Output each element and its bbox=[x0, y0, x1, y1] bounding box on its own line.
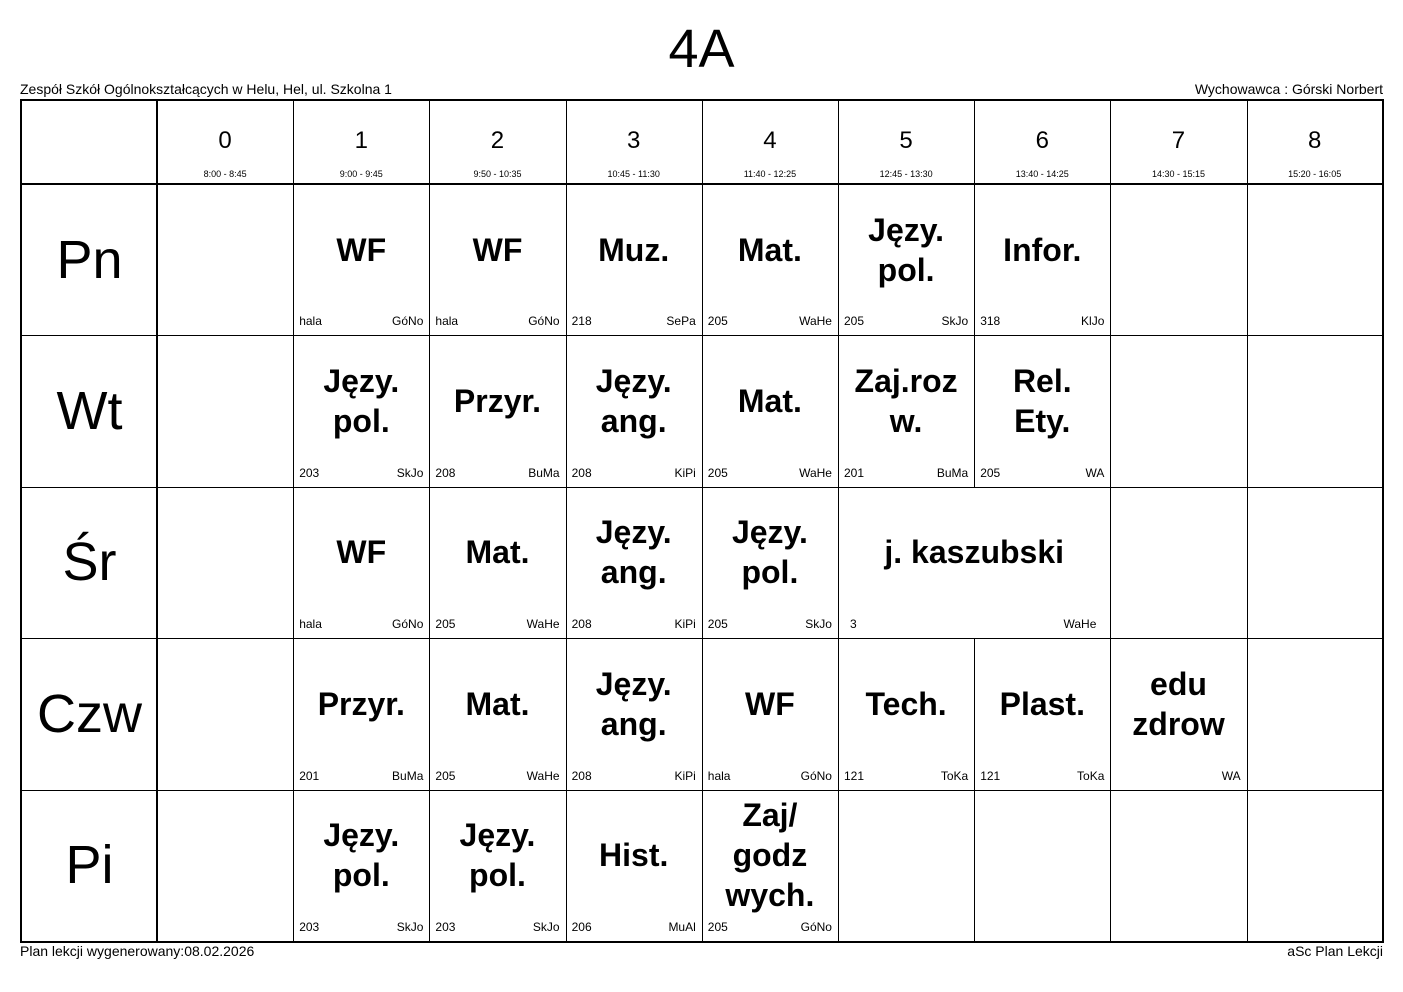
lesson-cell bbox=[293, 638, 429, 789]
lesson-room: 218 bbox=[571, 314, 592, 329]
grid-column-line bbox=[1110, 184, 1111, 335]
lesson-cell bbox=[429, 487, 565, 638]
lesson-teacher: WA bbox=[1221, 768, 1241, 783]
software-name: aSc Plan Lekcji bbox=[1287, 943, 1383, 959]
period-number: 5 bbox=[899, 127, 913, 154]
lesson-teacher: BuMa bbox=[392, 768, 424, 783]
lesson-subject: WF bbox=[336, 534, 387, 571]
lesson-room: 208 bbox=[571, 768, 592, 783]
lesson-teacher: SkJo bbox=[532, 919, 560, 934]
lesson-cell bbox=[702, 790, 838, 941]
grid-column-line bbox=[1110, 790, 1111, 941]
lesson-teacher: WaHe bbox=[799, 465, 832, 480]
generated-date: Plan lekcji wygenerowany:08.02.2026 bbox=[20, 943, 255, 959]
grid-column-line bbox=[156, 790, 158, 941]
lesson-room: 205 bbox=[435, 617, 456, 632]
lesson-room: 208 bbox=[571, 465, 592, 480]
form-tutor: Wychowawca : Górski Norbert bbox=[1194, 81, 1383, 97]
lesson-cell bbox=[838, 487, 1110, 638]
period-header bbox=[429, 101, 565, 184]
period-header bbox=[702, 101, 838, 184]
lesson-room: 205 bbox=[707, 465, 728, 480]
day-label: Pn bbox=[56, 229, 123, 290]
lesson-room: hala bbox=[435, 314, 459, 329]
lesson-cell bbox=[838, 184, 974, 335]
lesson-room: 205 bbox=[980, 465, 1001, 480]
lesson-cell bbox=[429, 184, 565, 335]
lesson-subject: Mat. bbox=[465, 685, 530, 722]
lesson-subject: j. kaszubski bbox=[884, 534, 1065, 571]
lesson-cell bbox=[702, 638, 838, 789]
lesson-teacher: BuMa bbox=[528, 465, 560, 480]
period-time: 11:40 - 12:25 bbox=[743, 169, 797, 179]
lesson-teacher: WA bbox=[1085, 465, 1105, 480]
lesson-cell bbox=[566, 487, 702, 638]
lesson-subject: Języ. pol. bbox=[731, 514, 808, 591]
lesson-teacher: KiPi bbox=[674, 617, 696, 632]
lesson-room: 121 bbox=[844, 768, 865, 783]
period-time: 13:40 - 14:25 bbox=[1015, 169, 1069, 179]
lesson-cell bbox=[566, 790, 702, 941]
grid-column-line bbox=[1110, 101, 1111, 184]
lesson-subject: Infor. bbox=[1003, 231, 1082, 268]
lesson-room: 203 bbox=[299, 919, 320, 934]
grid-column-line bbox=[429, 101, 430, 184]
lesson-subject: Hist. bbox=[599, 837, 669, 874]
grid-column-line bbox=[156, 335, 158, 486]
lesson-teacher: ToKa bbox=[940, 768, 969, 783]
lesson-subject: Mat. bbox=[737, 383, 802, 420]
period-number: 7 bbox=[1171, 127, 1186, 154]
lesson-room: 201 bbox=[844, 465, 865, 480]
lesson-room: 203 bbox=[435, 919, 456, 934]
lesson-subject: Języ. ang. bbox=[595, 514, 672, 591]
grid-column-line bbox=[156, 638, 158, 789]
lesson-subject: Języ. pol. bbox=[868, 211, 945, 288]
lesson-teacher: KiPi bbox=[674, 768, 696, 783]
lesson-cell bbox=[702, 335, 838, 486]
day-label: Czw bbox=[37, 683, 142, 744]
grid-column-line bbox=[974, 790, 975, 941]
lesson-teacher: SkJo bbox=[805, 617, 832, 632]
lesson-cell bbox=[974, 335, 1110, 486]
period-time: 15:20 - 16:05 bbox=[1288, 169, 1342, 179]
period-time: 14:30 - 15:15 bbox=[1151, 169, 1205, 179]
period-time: 8:00 - 8:45 bbox=[203, 169, 247, 179]
lesson-room: 203 bbox=[299, 465, 320, 480]
lesson-subject: Języ. pol. bbox=[323, 363, 400, 440]
period-number: 0 bbox=[218, 127, 232, 154]
grid-column-line bbox=[838, 101, 839, 184]
lesson-room: 205 bbox=[435, 768, 456, 783]
lesson-cell bbox=[974, 638, 1110, 789]
lesson-room: 121 bbox=[980, 768, 1001, 783]
lesson-room: hala bbox=[299, 314, 322, 329]
lesson-subject: Przyr. bbox=[453, 383, 542, 420]
lesson-teacher: GóNo bbox=[800, 919, 832, 934]
period-time: 12:45 - 13:30 bbox=[879, 169, 933, 179]
lesson-teacher: GóNo bbox=[800, 768, 832, 783]
lesson-cell bbox=[566, 638, 702, 789]
lesson-subject: Języ. pol. bbox=[459, 817, 536, 894]
lesson-room: 206 bbox=[571, 919, 592, 934]
lesson-subject: edu zdrow bbox=[1132, 665, 1225, 742]
period-header bbox=[838, 101, 974, 184]
lesson-teacher: SkJo bbox=[941, 314, 969, 329]
lesson-room: 208 bbox=[435, 465, 456, 480]
lesson-cell bbox=[838, 638, 974, 789]
lesson-teacher: GóNo bbox=[392, 617, 424, 632]
period-number: 4 bbox=[763, 127, 777, 154]
period-number: 8 bbox=[1308, 127, 1322, 154]
lesson-room: 205 bbox=[707, 617, 728, 632]
period-time: 9:50 - 10:35 bbox=[473, 169, 522, 179]
grid-column-line bbox=[1247, 335, 1248, 486]
lesson-cell bbox=[293, 790, 429, 941]
lesson-subject: WF bbox=[336, 231, 387, 268]
lesson-teacher: KiPi bbox=[674, 465, 696, 480]
lesson-teacher: WaHe bbox=[799, 314, 832, 329]
lesson-cell bbox=[702, 487, 838, 638]
period-number: 3 bbox=[627, 127, 641, 154]
lesson-teacher: GóNo bbox=[392, 314, 424, 329]
lesson-room: 205 bbox=[844, 314, 865, 329]
grid-column-line bbox=[1247, 790, 1248, 941]
lesson-subject: Tech. bbox=[865, 685, 947, 722]
lesson-subject: Języ. ang. bbox=[595, 363, 672, 440]
school-name: Zespół Szkół Ogólnokształcących w Helu, Hel, ul. Szkolna 1 bbox=[20, 81, 392, 97]
period-header bbox=[974, 101, 1110, 184]
day-label: Śr bbox=[62, 532, 117, 593]
grid-column-line bbox=[156, 184, 158, 335]
lesson-cell bbox=[566, 184, 702, 335]
grid-column-line bbox=[566, 101, 567, 184]
period-header bbox=[157, 101, 293, 184]
lesson-cell bbox=[974, 184, 1110, 335]
lesson-cell bbox=[566, 335, 702, 486]
period-header bbox=[1247, 101, 1383, 184]
day-label: Wt bbox=[56, 381, 123, 442]
lesson-subject: Rel. Ety. bbox=[1012, 363, 1072, 440]
lesson-subject: Języ. pol. bbox=[323, 817, 400, 894]
lesson-teacher: WaHe bbox=[526, 768, 560, 783]
lesson-subject: Zaj.roz w. bbox=[854, 363, 958, 440]
lesson-subject: WF bbox=[472, 231, 523, 268]
lesson-subject: Plast. bbox=[999, 685, 1085, 722]
lesson-teacher: ToKa bbox=[1077, 768, 1105, 783]
grid-column-line bbox=[1247, 487, 1248, 638]
lesson-room: 3 bbox=[850, 617, 857, 632]
grid-column-line bbox=[156, 487, 158, 638]
grid-column-line bbox=[156, 101, 158, 184]
lesson-room: 205 bbox=[707, 919, 728, 934]
class-title: 4A bbox=[668, 19, 735, 79]
period-number: 6 bbox=[1035, 127, 1049, 154]
lesson-teacher: MuAl bbox=[668, 919, 696, 934]
lesson-cell bbox=[429, 335, 565, 486]
lesson-room: 201 bbox=[299, 768, 320, 783]
lesson-teacher: KlJo bbox=[1081, 314, 1105, 329]
lesson-cell bbox=[293, 184, 429, 335]
period-header bbox=[1110, 101, 1246, 184]
lesson-teacher: SkJo bbox=[396, 465, 424, 480]
lesson-cell bbox=[293, 335, 429, 486]
period-time: 10:45 - 11:30 bbox=[607, 169, 660, 179]
grid-column-line bbox=[1247, 184, 1248, 335]
period-number: 2 bbox=[490, 127, 505, 154]
lesson-teacher: BuMa bbox=[936, 465, 969, 480]
lesson-cell bbox=[838, 335, 974, 486]
lesson-cell bbox=[702, 184, 838, 335]
grid-column-line bbox=[974, 101, 975, 184]
grid-column-line bbox=[838, 790, 839, 941]
grid-column-line bbox=[1110, 335, 1111, 486]
lesson-teacher: SkJo bbox=[396, 919, 424, 934]
lesson-subject: Mat. bbox=[737, 231, 802, 268]
lesson-cell bbox=[429, 638, 565, 789]
period-header bbox=[566, 101, 702, 184]
grid-column-line bbox=[1110, 487, 1111, 638]
lesson-teacher: SePa bbox=[666, 314, 696, 329]
grid-column-line bbox=[293, 101, 294, 184]
lesson-room: 318 bbox=[980, 314, 1001, 329]
lesson-teacher: GóNo bbox=[528, 314, 560, 329]
lesson-room: hala bbox=[707, 768, 731, 783]
lesson-subject: WF bbox=[745, 685, 795, 722]
lesson-room: 205 bbox=[707, 314, 728, 329]
lesson-cell bbox=[293, 487, 429, 638]
lesson-room: hala bbox=[299, 617, 322, 632]
lesson-subject: Mat. bbox=[465, 534, 530, 571]
period-time: 9:00 - 9:45 bbox=[339, 169, 383, 179]
lesson-subject: Przyr. bbox=[317, 685, 405, 722]
lesson-cell bbox=[1110, 638, 1246, 789]
timetable-grid bbox=[20, 99, 1384, 943]
lesson-teacher: WaHe bbox=[526, 617, 560, 632]
lesson-subject: Języ. ang. bbox=[595, 665, 672, 742]
day-label: Pi bbox=[65, 835, 114, 896]
lesson-teacher: WaHe bbox=[1063, 617, 1097, 632]
grid-column-line bbox=[702, 101, 703, 184]
lesson-subject: Muz. bbox=[598, 231, 670, 268]
grid-column-line bbox=[1247, 638, 1248, 789]
period-header bbox=[293, 101, 429, 184]
lesson-room: 208 bbox=[571, 617, 592, 632]
grid-column-line bbox=[1247, 101, 1248, 184]
lesson-cell bbox=[429, 790, 565, 941]
period-number: 1 bbox=[354, 127, 368, 154]
lesson-subject: Zaj/ godz wych. bbox=[725, 797, 815, 914]
